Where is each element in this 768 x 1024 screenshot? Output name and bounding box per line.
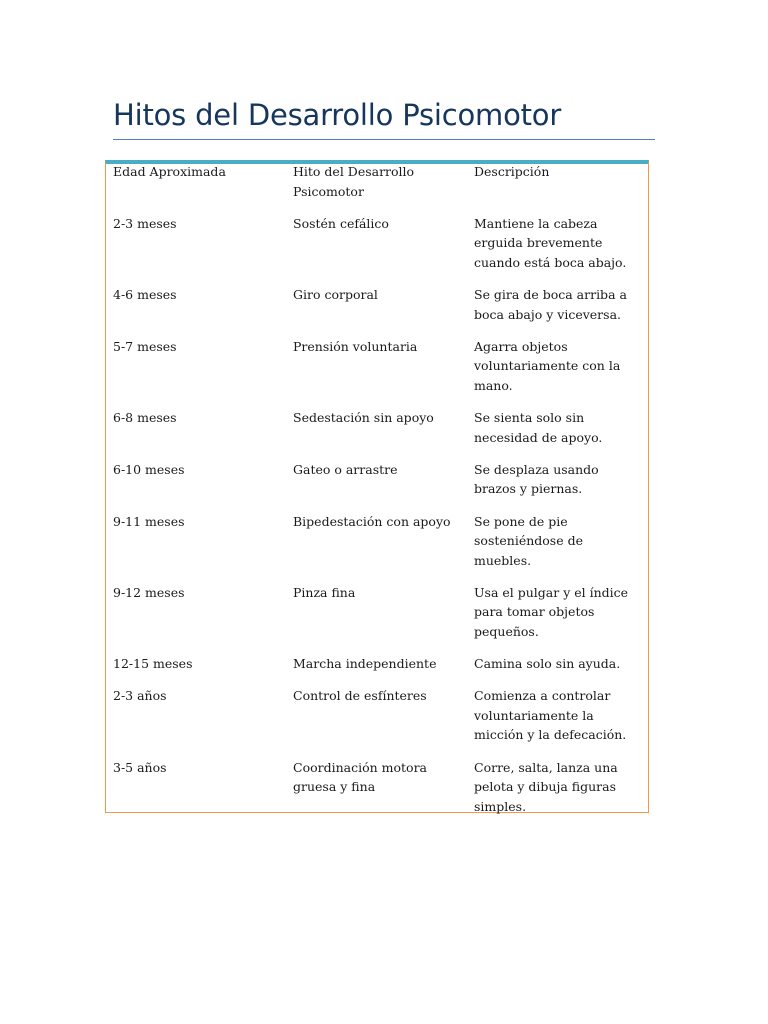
cell-age: 2-3 años: [113, 688, 167, 704]
cell-age: 4-6 meses: [113, 287, 177, 302]
cell-description: Comienza a controlar voluntariamente la micción y la defecación.: [474, 688, 627, 743]
table-row: [113, 758, 648, 817]
cell-description: Se gira de boca arriba a boca abajo y viceversa.: [474, 287, 627, 322]
cell-milestone: Giro corporal: [293, 287, 378, 302]
table-row: [113, 460, 648, 512]
cell-age: 9-12 meses: [113, 584, 185, 600]
cell-milestone: Sedestación sin apoyo: [293, 410, 434, 425]
cell-description: Se pone de pie sosteniéndose de muebles.: [474, 513, 583, 568]
cell-age: 9-11 meses: [113, 513, 185, 529]
cell-age: 6-8 meses: [113, 410, 177, 425]
table-row: [113, 285, 648, 337]
table-row: [113, 214, 648, 285]
cell-age: 5-7 meses: [113, 338, 177, 354]
table-row: [113, 654, 648, 686]
cell-milestone: Gateo o arrastre: [293, 461, 398, 477]
cell-milestone: Prensión voluntaria: [293, 338, 418, 354]
header-age: Edad Aproximada: [113, 164, 226, 179]
cell-description: Se desplaza usando brazos y piernas.: [474, 461, 599, 497]
table-row: [113, 408, 648, 460]
cell-description: Camina solo sin ayuda.: [474, 656, 621, 671]
cell-milestone: Coordinación motora gruesa y fina: [293, 759, 427, 794]
table-row: [113, 337, 648, 408]
cell-milestone: Sostén cefálico: [293, 215, 389, 231]
cell-milestone: Control de esfínteres: [293, 688, 427, 704]
milestones-table: [113, 162, 648, 816]
title-underline: [113, 139, 655, 140]
cell-description: Agarra objetos voluntariamente con la mano.: [474, 338, 621, 393]
cell-milestone: Marcha independiente: [293, 656, 437, 671]
cell-milestone: Pinza fina: [293, 584, 356, 600]
header-milestone: Hito del Desarrollo Psicomotor: [293, 164, 415, 199]
cell-age: 2-3 meses: [113, 215, 177, 231]
cell-age: 6-10 meses: [113, 461, 185, 477]
document-title: Hitos del Desarrollo Psicomotor: [113, 98, 562, 132]
cell-milestone: Bipedestación con apoyo: [293, 513, 451, 529]
header-description: Descripción: [474, 164, 550, 179]
table-row: [113, 512, 648, 583]
cell-description: Usa el pulgar y el índice para tomar objetos pequeños.: [474, 584, 629, 639]
cell-description: Se sienta solo sin necesidad de apoyo.: [474, 410, 603, 445]
cell-description: Mantiene la cabeza erguida brevemente cuando está boca abajo.: [474, 215, 627, 270]
cell-age: 12-15 meses: [113, 656, 193, 671]
cell-description: Corre, salta, lanza una pelota y dibuja figuras simples.: [474, 759, 618, 814]
table-row: [113, 583, 648, 654]
table-header-row: [113, 162, 648, 214]
cell-age: 3-5 años: [113, 759, 167, 775]
table-row: [113, 686, 648, 757]
